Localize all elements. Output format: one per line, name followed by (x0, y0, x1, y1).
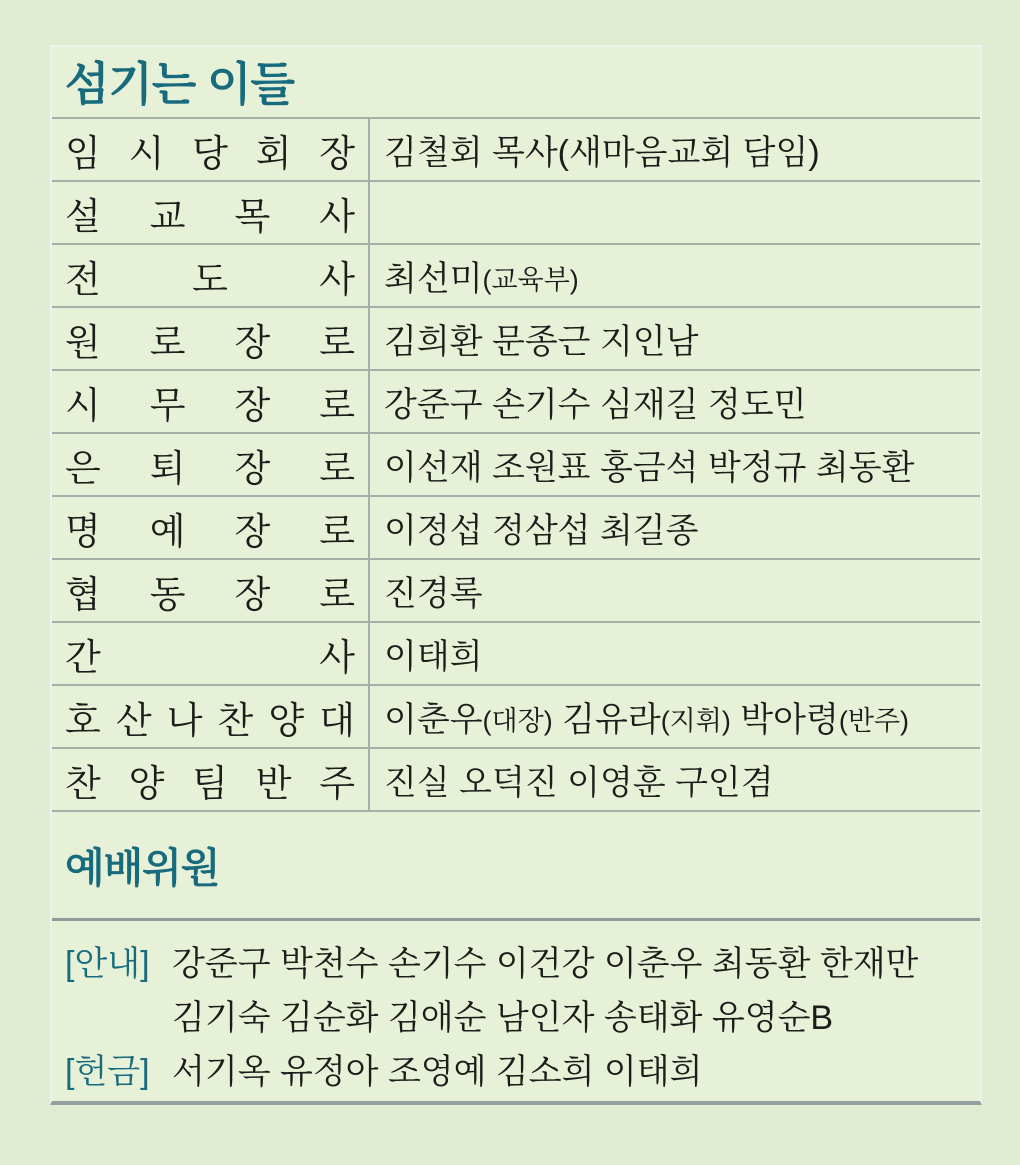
role-label (52, 119, 370, 180)
worship-names: 서기옥 유정아 조영예 김소희 이태희 (172, 1052, 703, 1091)
role-label (52, 434, 370, 495)
role-label-char: 나 (166, 699, 203, 741)
role-label-char: 원 (65, 321, 101, 363)
role-names (370, 560, 980, 621)
role-label (52, 749, 370, 810)
role-label-char: 호 (65, 699, 101, 741)
role-label-char: 장 (234, 321, 271, 363)
name-segment: 이선재 조원표 홍금석 박정규 최동환 (384, 449, 915, 487)
role-label-char: 도 (192, 258, 228, 300)
name-segment: 이춘우 (384, 701, 483, 739)
worship-tag: [헌금] (65, 1052, 150, 1091)
role-label-char: 장 (319, 132, 355, 174)
role-label-char: 장 (234, 447, 271, 489)
role-label-char: 양 (128, 762, 165, 804)
role-label-char: 명 (65, 510, 101, 552)
role-names (370, 686, 980, 747)
table-row (52, 749, 980, 812)
worship-line (65, 933, 980, 987)
role-label (52, 686, 370, 747)
role-label-char: 로 (319, 510, 355, 552)
role-names (370, 497, 980, 558)
name-segment: 최선미 (384, 260, 483, 298)
role-label (52, 623, 370, 684)
table-row (52, 686, 980, 749)
worship-line (65, 987, 980, 1041)
role-label-char: 찬 (65, 762, 101, 804)
role-label-char: 무 (149, 384, 186, 426)
name-segment: (교육부) (482, 264, 579, 295)
role-names (370, 182, 980, 243)
role-label-char: 임 (65, 132, 101, 174)
role-names (370, 119, 980, 180)
role-names (370, 749, 980, 810)
name-segment: 김유라 (552, 701, 661, 739)
role-label-char: 로 (319, 447, 355, 489)
role-label-char: 장 (234, 384, 271, 426)
name-segment: (지휘) (660, 705, 731, 736)
role-label-char: 반 (255, 762, 292, 804)
role-label-char: 동 (149, 573, 186, 615)
role-label-char: 양 (268, 699, 305, 741)
role-label-char: 로 (319, 573, 355, 615)
name-segment: 박아령 (730, 701, 839, 739)
bulletin-panel (50, 45, 982, 1105)
role-label-char: 당 (192, 132, 228, 174)
role-label-char: 산 (115, 699, 152, 741)
worship-tag: [안내] (65, 944, 150, 983)
serving-section-title: 섬기는 이들 (65, 58, 294, 110)
role-label (52, 497, 370, 558)
role-label-char: 협 (65, 573, 101, 615)
role-label-char: 사 (319, 636, 355, 678)
role-names (370, 308, 980, 369)
role-label-char: 간 (65, 636, 101, 678)
name-segment: 김철회 목사(새마음교회 담임) (384, 134, 820, 172)
role-label-char: 사 (319, 195, 355, 237)
worship-line (65, 1041, 980, 1095)
table-row (52, 497, 980, 560)
table-row (52, 119, 980, 182)
role-label (52, 245, 370, 306)
role-label (52, 560, 370, 621)
role-label-char: 시 (128, 132, 165, 174)
role-label (52, 308, 370, 369)
role-label-char: 로 (149, 321, 186, 363)
table-row (52, 182, 980, 245)
role-label-char: 팀 (192, 762, 228, 804)
role-label-char: 대 (319, 699, 355, 741)
role-label-char: 시 (65, 384, 101, 426)
name-segment: 이태희 (384, 638, 483, 676)
role-names (370, 623, 980, 684)
role-label-char: 장 (234, 573, 271, 615)
worship-section-title: 예배위원 (65, 845, 220, 891)
role-label-char: 회 (255, 132, 292, 174)
role-label-char: 찬 (217, 699, 254, 741)
worship-names: 강준구 박천수 손기수 이건강 이춘우 최동환 한재만 (172, 944, 919, 983)
table-row (52, 560, 980, 623)
table-row (52, 623, 980, 686)
role-label-char: 목 (234, 195, 271, 237)
name-segment: 진실 오덕진 이영훈 구인겸 (384, 764, 774, 802)
name-segment: 진경록 (384, 575, 483, 613)
worship-committee-list (52, 918, 980, 1095)
name-segment: 강준구 손기수 심재길 정도민 (384, 386, 807, 424)
table-row (52, 434, 980, 497)
table-row (52, 245, 980, 308)
table-row (52, 308, 980, 371)
role-label-char: 예 (149, 510, 186, 552)
table-row (52, 371, 980, 434)
role-label-char: 전 (65, 258, 101, 300)
role-names (370, 245, 980, 306)
role-names (370, 434, 980, 495)
serving-table (52, 117, 980, 812)
role-label-char: 교 (149, 195, 186, 237)
name-segment: (대장) (482, 705, 553, 736)
role-label-char: 로 (319, 321, 355, 363)
name-segment: 김희환 문종근 지인남 (384, 323, 699, 361)
role-label (52, 182, 370, 243)
role-label (52, 371, 370, 432)
role-label-char: 주 (319, 762, 355, 804)
name-segment: (반주) (838, 705, 909, 736)
role-label-char: 은 (65, 447, 101, 489)
role-label-char: 장 (234, 510, 271, 552)
role-label-char: 로 (319, 384, 355, 426)
role-label-char: 퇴 (149, 447, 186, 489)
role-names (370, 371, 980, 432)
role-label-char: 설 (65, 195, 101, 237)
role-label-char: 사 (319, 258, 355, 300)
worship-names: 김기숙 김순화 김애순 남인자 송태화 유영순B (172, 998, 834, 1037)
name-segment: 이정섭 정삼섭 최길종 (384, 512, 699, 550)
